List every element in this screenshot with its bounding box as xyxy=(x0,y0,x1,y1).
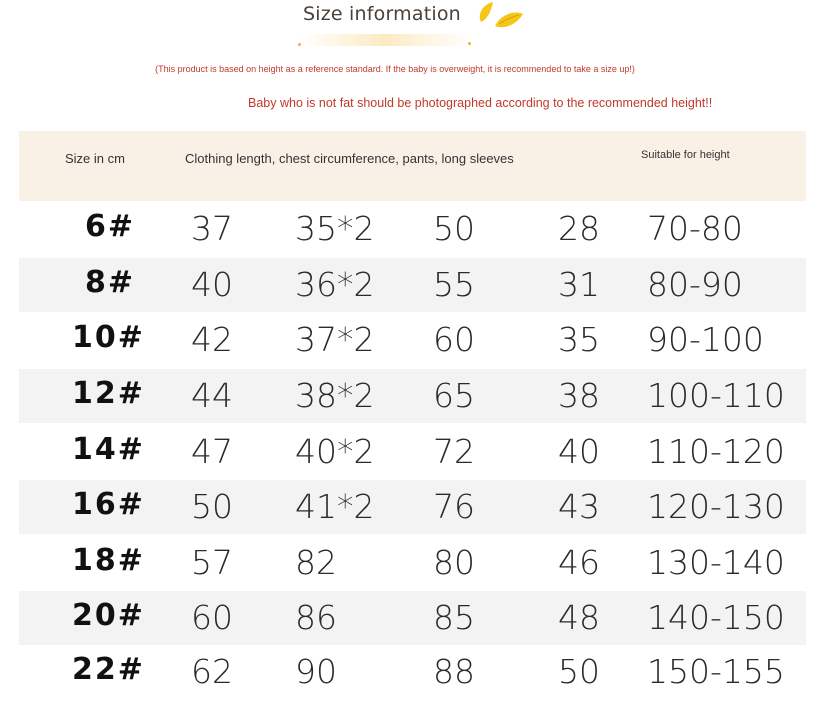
cell-length: 50 xyxy=(191,487,233,526)
cell-height: 90-100 xyxy=(647,320,764,359)
cell-size: 18# xyxy=(72,543,145,578)
cell-chest: 40*2 xyxy=(295,432,375,471)
cell-chest: 86 xyxy=(295,598,337,637)
cell-sleeves: 50 xyxy=(558,652,600,691)
cell-size: 8# xyxy=(85,265,136,300)
table-row xyxy=(19,258,806,312)
cell-length: 40 xyxy=(191,265,233,304)
leaf-icon xyxy=(473,0,529,37)
cell-length: 42 xyxy=(191,320,233,359)
cell-pants: 55 xyxy=(433,265,475,304)
table-row xyxy=(19,591,806,645)
cell-sleeves: 48 xyxy=(558,598,600,637)
cell-chest: 36*2 xyxy=(295,265,375,304)
decor-dot xyxy=(468,42,471,45)
cell-pants: 60 xyxy=(433,320,475,359)
cell-length: 62 xyxy=(191,652,233,691)
cell-size: 14# xyxy=(72,432,145,467)
table-row xyxy=(19,369,806,423)
decor-dot xyxy=(298,43,301,46)
cell-height: 120-130 xyxy=(647,487,785,526)
cell-sleeves: 38 xyxy=(558,376,600,415)
cell-pants: 80 xyxy=(433,543,475,582)
cell-sleeves: 28 xyxy=(558,209,600,248)
cell-height: 110-120 xyxy=(647,432,785,471)
table-row xyxy=(19,536,806,590)
cell-chest: 82 xyxy=(295,543,337,582)
cell-size: 16# xyxy=(72,487,145,522)
cell-pants: 88 xyxy=(433,652,475,691)
cell-chest: 41*2 xyxy=(295,487,375,526)
cell-pants: 85 xyxy=(433,598,475,637)
header-measurements: Clothing length, chest circumference, pants, long sleeves xyxy=(185,151,514,166)
cell-length: 44 xyxy=(191,376,233,415)
table-row xyxy=(19,313,806,367)
header-size: Size in cm xyxy=(65,151,125,166)
cell-size: 22# xyxy=(72,652,145,687)
table-row xyxy=(19,480,806,534)
table-row xyxy=(19,202,806,256)
cell-sleeves: 46 xyxy=(558,543,600,582)
cell-height: 140-150 xyxy=(647,598,785,637)
overweight-note: (This product is based on height as a reference standard. If the baby is overweight, it is recommended to take a size up!) xyxy=(155,64,635,74)
cell-height: 70-80 xyxy=(647,209,743,248)
table-row xyxy=(19,425,806,479)
cell-chest: 90 xyxy=(295,652,337,691)
cell-pants: 76 xyxy=(433,487,475,526)
cell-pants: 50 xyxy=(433,209,475,248)
title-area xyxy=(0,0,839,60)
cell-sleeves: 43 xyxy=(558,487,600,526)
title-underline-glow xyxy=(300,34,470,46)
cell-chest: 35*2 xyxy=(295,209,375,248)
cell-pants: 72 xyxy=(433,432,475,471)
cell-pants: 65 xyxy=(433,376,475,415)
cell-sleeves: 35 xyxy=(558,320,600,359)
header-height: Suitable for height xyxy=(641,149,730,161)
table-header xyxy=(19,131,806,201)
cell-height: 130-140 xyxy=(647,543,785,582)
cell-height: 80-90 xyxy=(647,265,743,304)
cell-length: 57 xyxy=(191,543,233,582)
table-row xyxy=(19,645,806,699)
cell-height: 100-110 xyxy=(647,376,785,415)
page-title: Size information xyxy=(303,3,461,25)
cell-height: 150-155 xyxy=(647,652,785,691)
cell-length: 37 xyxy=(191,209,233,248)
cell-chest: 37*2 xyxy=(295,320,375,359)
cell-chest: 38*2 xyxy=(295,376,375,415)
cell-length: 60 xyxy=(191,598,233,637)
cell-sleeves: 31 xyxy=(558,265,600,304)
cell-size: 20# xyxy=(72,598,145,633)
cell-size: 12# xyxy=(72,376,145,411)
cell-size: 6# xyxy=(85,209,136,244)
cell-size: 10# xyxy=(72,320,145,355)
cell-sleeves: 40 xyxy=(558,432,600,471)
cell-length: 47 xyxy=(191,432,233,471)
height-note: Baby who is not fat should be photographed according to the recommended height!! xyxy=(248,96,713,110)
